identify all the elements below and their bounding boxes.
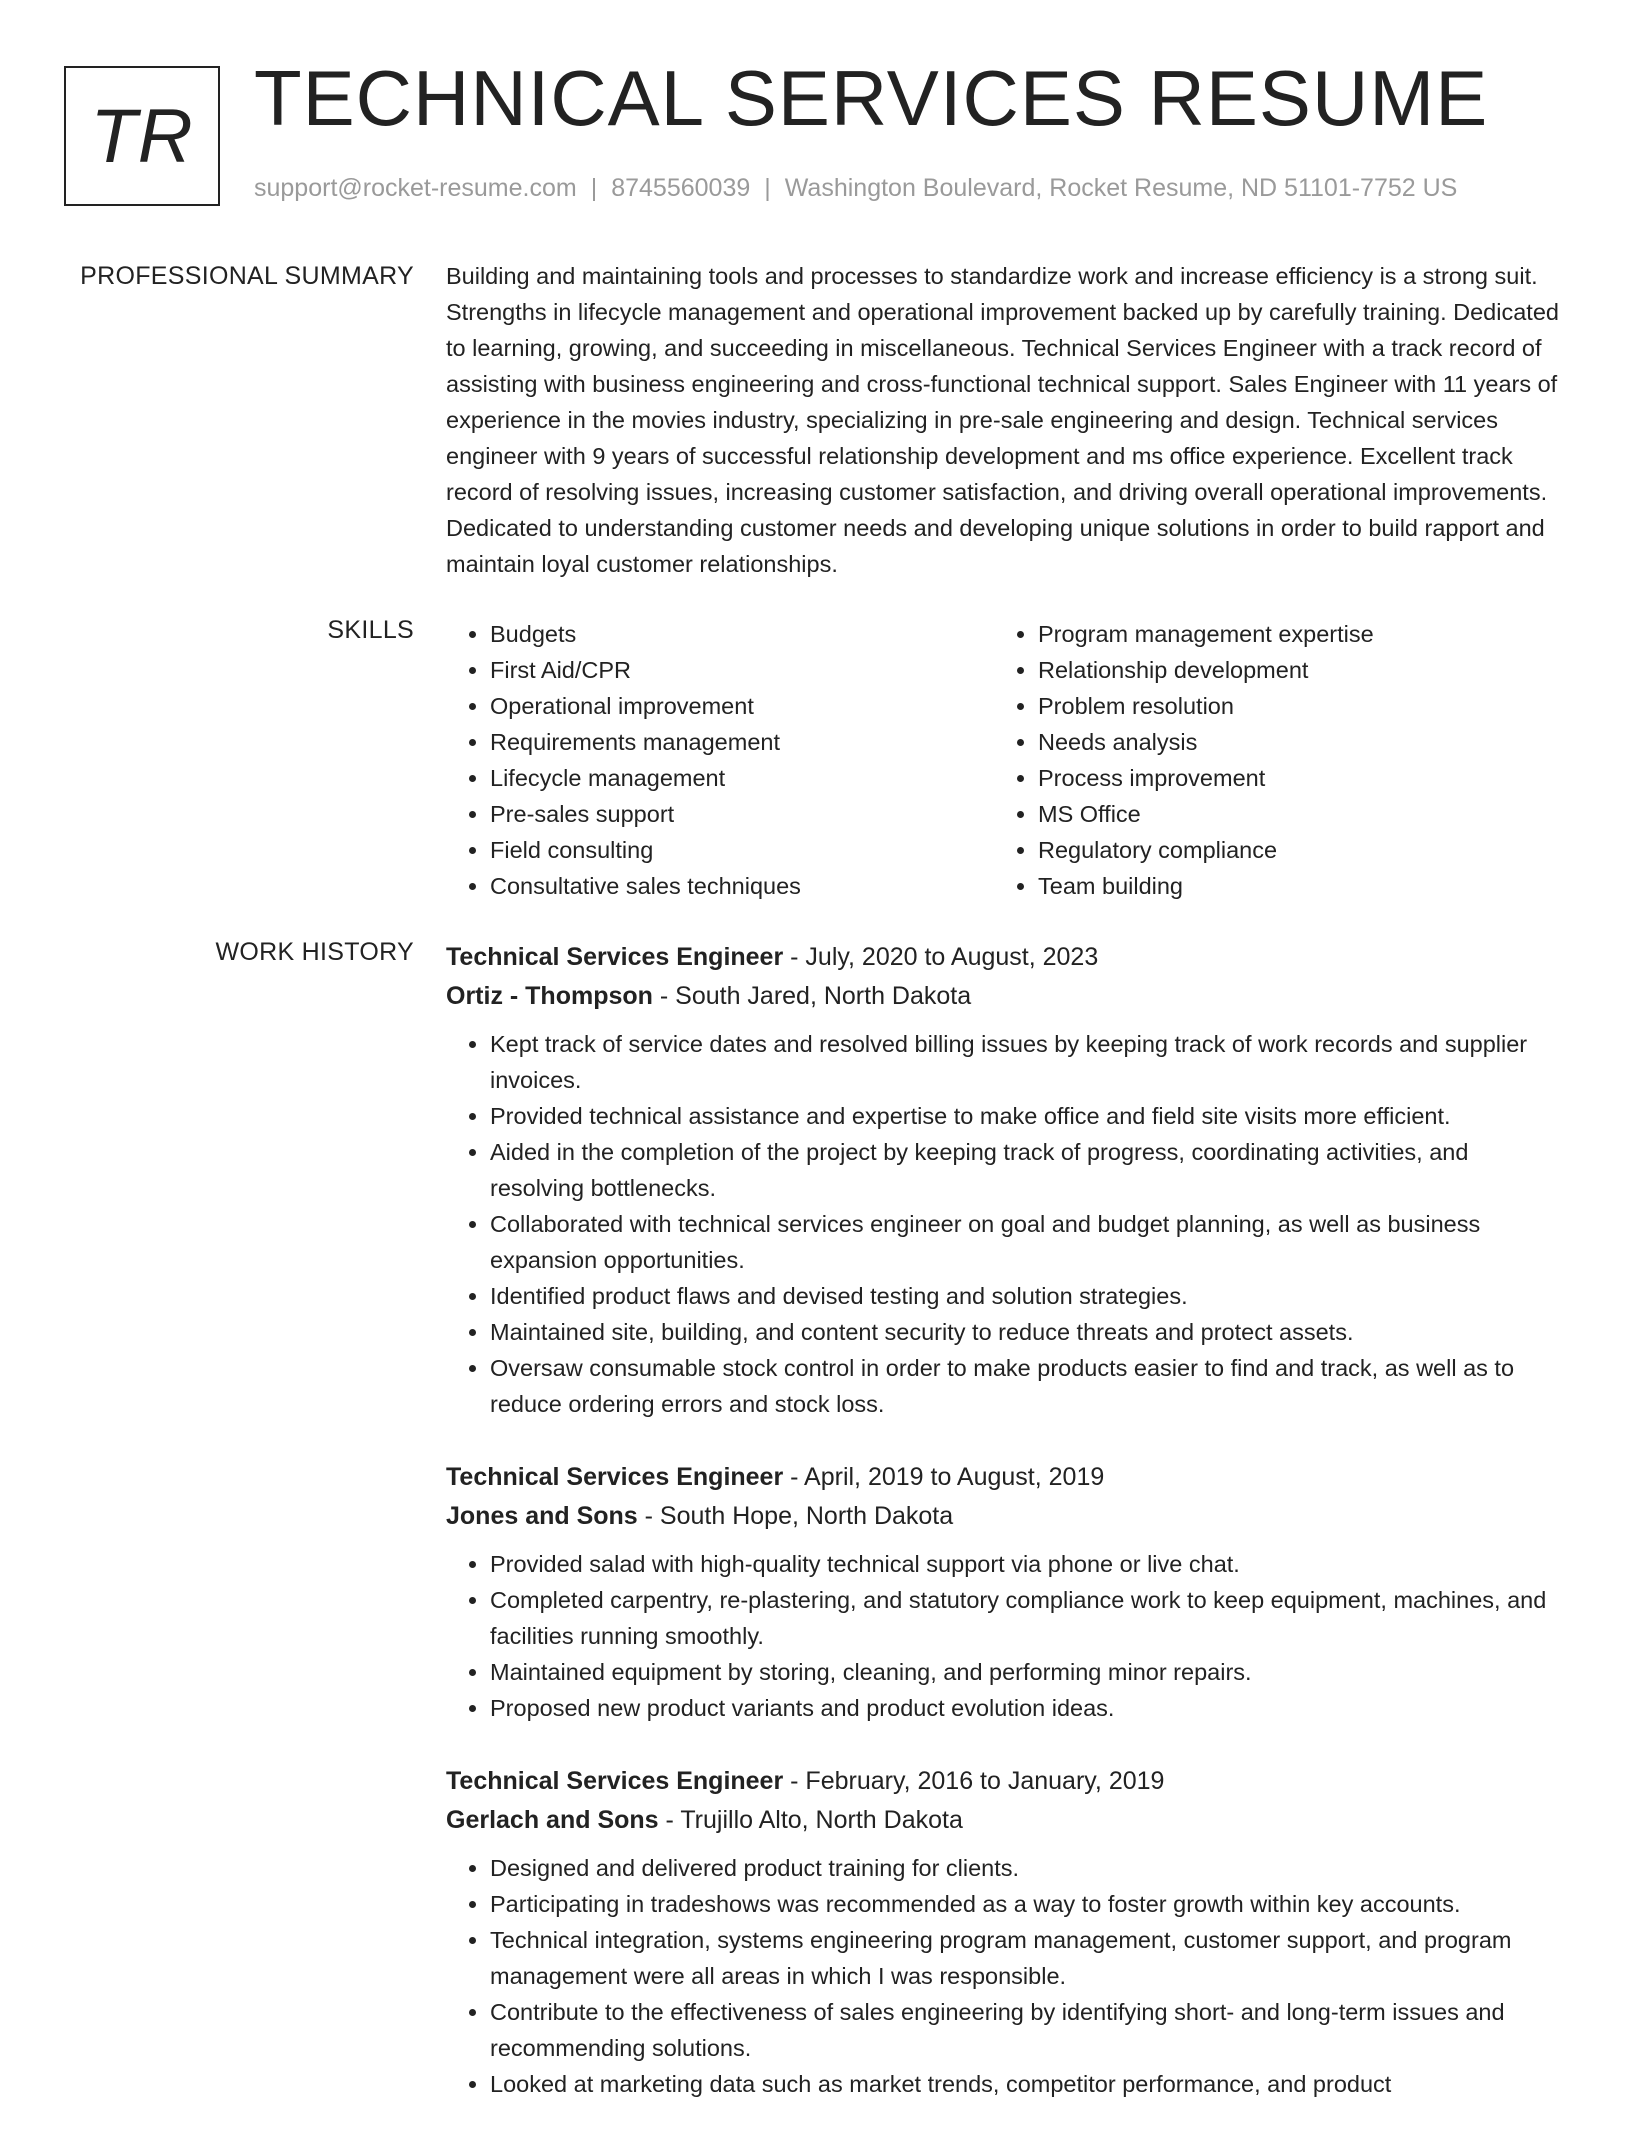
company-location: - Trujillo Alto, North Dakota [658,1806,963,1834]
skill-item: • Program management expertise [1038,616,1542,652]
job-bullet: • Designed and delivered product training for clients. [490,1850,1562,1886]
job-title: Technical Services Engineer [446,943,784,971]
skill-item: • Team building [1038,868,1542,904]
skill-item: • Field consulting [490,832,994,868]
job-bullets [446,1546,1562,1726]
skill-item: • Lifecycle management [490,760,994,796]
job-bullet: • Looked at marketing data such as market trends, competitor performance, and product [490,2066,1562,2102]
job-bullet: • Provided salad with high-quality technical support via phone or live chat. [490,1546,1562,1582]
company-location: - South Hope, North Dakota [637,1502,954,1530]
skill-item: • Budgets [490,616,994,652]
skill-item: • Operational improvement [490,688,994,724]
skill-item: • Problem resolution [1038,688,1542,724]
job-title: Technical Services Engineer [446,1767,784,1795]
section-heading: WORK HISTORY [215,938,414,966]
skill-item: • First Aid/CPR [490,652,994,688]
skills-body [446,616,1562,904]
job-dates: - April, 2019 to August, 2019 [783,1463,1105,1491]
job-bullet: • Oversaw consumable stock control in order to make products easier to find and track, as well as to reduce ordering errors and stock loss. [490,1350,1562,1422]
skill-item: • Process improvement [1038,760,1542,796]
job-bullets [446,1850,1562,2102]
skill-item: • MS Office [1038,796,1542,832]
jobs-list [446,938,1562,2138]
job-bullet: • Collaborated with technical services engineer on goal and budget planning, as well as business expansion opportunities. [490,1206,1562,1278]
job-bullet: • Participating in tradeshows was recommended as a way to foster growth within key accounts. [490,1886,1562,1922]
job-bullet: • Completed carpentry, re-plastering, and statutory compliance work to keep equipment, machines, and facilities running smoothly. [490,1582,1562,1654]
company-name: Gerlach and Sons [446,1806,659,1834]
company-name: Jones and Sons [446,1502,638,1530]
job-company-line [446,1496,1562,1536]
job-bullet: • Contribute to the effectiveness of sales engineering by identifying short- and long-term issues and recommending solutions. [490,1994,1562,2066]
monogram-text: TR [90,93,194,179]
skill-item: • Relationship development [1038,652,1542,688]
job-dates: - February, 2016 to January, 2019 [783,1767,1165,1795]
skill-item: • Requirements management [490,724,994,760]
contact-email: support@rocket-resume.com [254,174,577,202]
skill-item: • Consultative sales techniques [490,868,994,904]
job-company-line [446,1800,1562,1840]
job-bullet: • Technical integration, systems engineering program management, customer support, and program management were all areas in which I was responsible. [490,1922,1562,1994]
job-title: Technical Services Engineer [446,1463,784,1491]
job-bullet: • Provided technical assistance and expertise to make office and field site visits more efficient. [490,1098,1562,1134]
job-bullet: • Proposed new product variants and product evolution ideas. [490,1690,1562,1726]
job-title-line [446,1762,1562,1800]
contact-address: Washington Boulevard, Rocket Resume, ND 51101-7752 US [784,174,1458,202]
company-name: Ortiz - Thompson [446,982,653,1010]
job-bullet: • Maintained equipment by storing, cleaning, and performing minor repairs. [490,1654,1562,1690]
contact-line [254,174,1457,203]
page-title: TECHNICAL SERVICES RESUME [254,54,1489,142]
job-title-line [446,1458,1562,1496]
contact-phone: 8745560039 [611,174,751,202]
job-bullet: • Aided in the completion of the project by keeping track of progress, coordinating activities, and resolving bottlenecks. [490,1134,1562,1206]
contact-separator: | [590,174,598,202]
skills-list-left [446,616,994,904]
skill-item: • Pre-sales support [490,796,994,832]
job-bullets [446,1026,1562,1422]
skills-list-right [994,616,1542,904]
job-bullet: • Kept track of service dates and resolved billing issues by keeping track of work records and supplier invoices. [490,1026,1562,1098]
job-entry [446,1762,1562,2102]
section-heading: PROFESSIONAL SUMMARY [80,262,414,290]
job-bullet: • Maintained site, building, and content security to reduce threats and protect assets. [490,1314,1562,1350]
section-heading: SKILLS [327,616,414,644]
company-location: - South Jared, North Dakota [652,982,972,1010]
skill-item: • Regulatory compliance [1038,832,1542,868]
job-title-line [446,938,1562,976]
job-dates: - July, 2020 to August, 2023 [783,943,1099,971]
job-entry [446,938,1562,1422]
monogram-logo [64,66,220,206]
job-entry [446,1458,1562,1726]
contact-separator: | [764,174,771,202]
skill-item: • Needs analysis [1038,724,1542,760]
summary-text: Building and maintaining tools and processes to standardize work and increase efficiency is a strong suit. Strengths in lifecycle management and operational improvement backed up by carefully training. Dedicated to learning, growing, and succeeding in miscellaneous. Technical Services Engineer with a track record of assisting with business engineering and cross-functional technical support. Sales Engineer with 11 years of experience in the movies industry, specializing in pre-sale engineering and design. Technical services engineer with 9 years of successful relationship development and ms office experience. Excellent track record of resolving issues, increasing customer satisfaction, and driving overall operational improvements. Dedicated to understanding customer needs and developing unique solutions in order to build rapport and maintain loyal customer relationships. [446,263,1559,577]
job-bullet: • Identified product flaws and devised testing and solution strategies. [490,1278,1562,1314]
job-company-line [446,976,1562,1016]
